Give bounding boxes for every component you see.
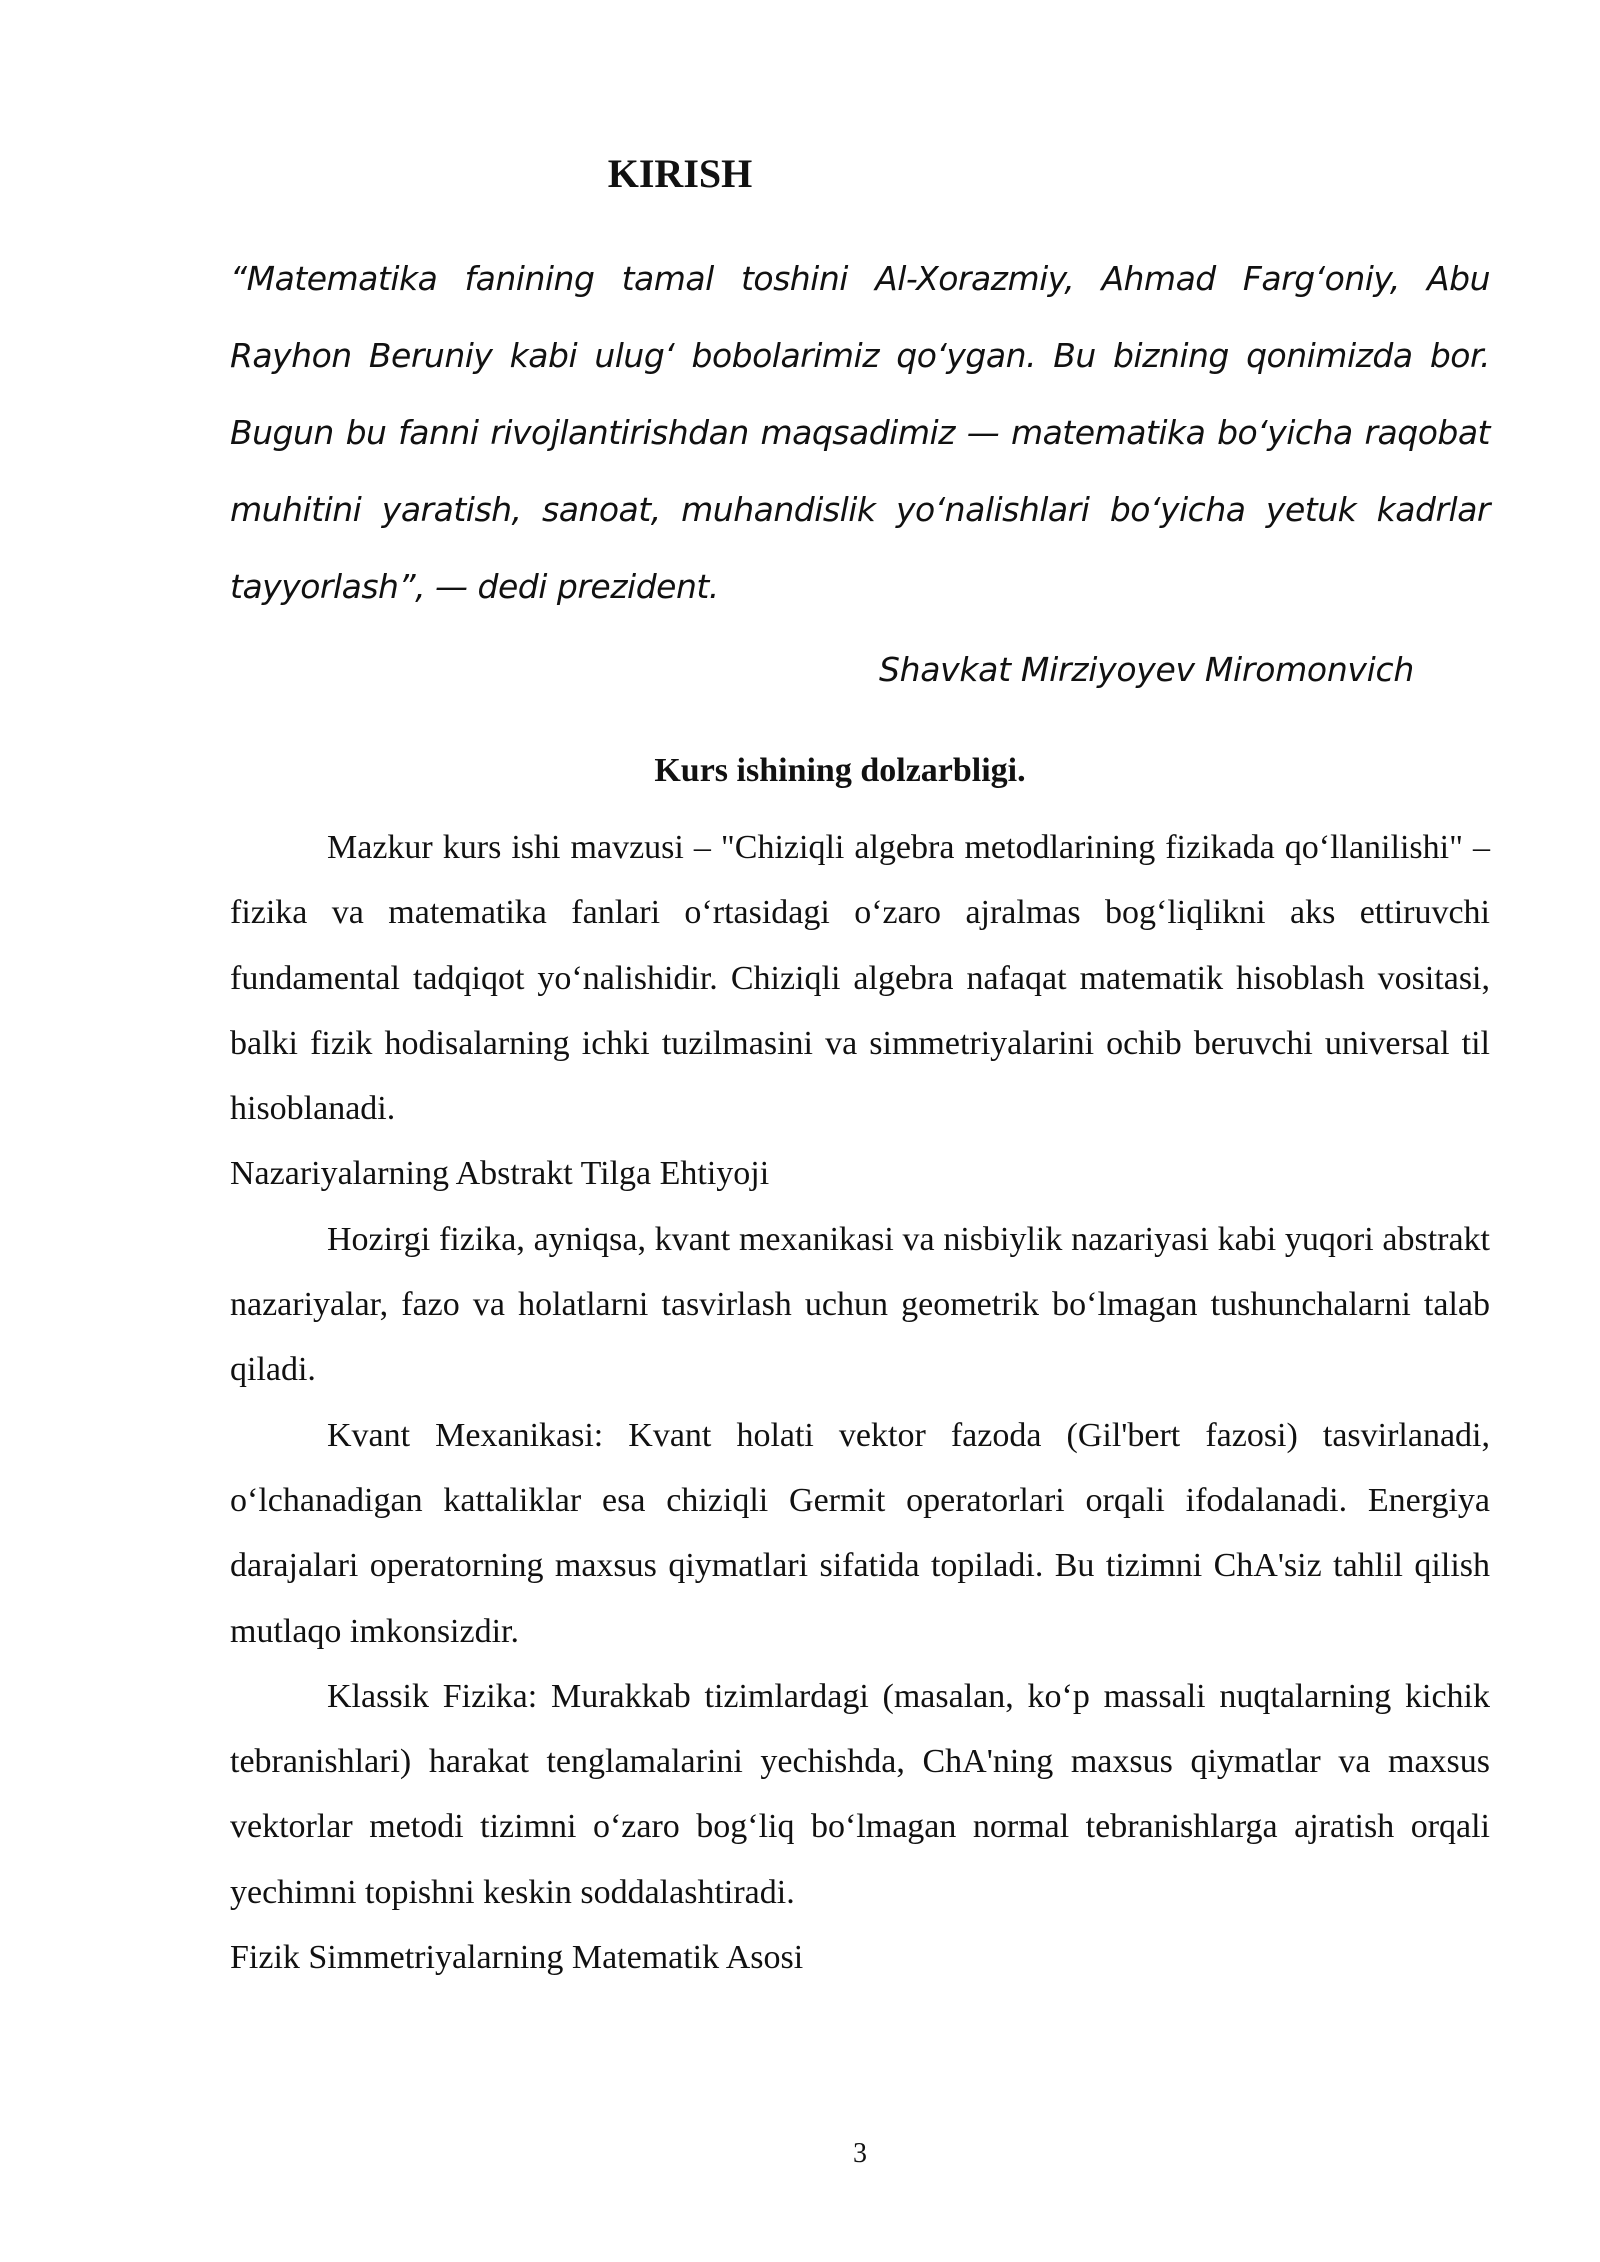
paragraph-relevance: Mazkur kurs ishi mavzusi – "Chiziqli algebra metodlarining fizikada qo‘llanilishi" – fizika va matematika fanlari o‘rtasidagi o‘zaro ajralmas bog‘liqlikni aks ettiruvchi fundamental tadqiqot yo‘nalishidir. Chiziqli algebra nafaqat matematik hisoblash vositasi, balki fizik hodisalarning ichki tuzilmasini va simmetriyalarini ochib beruvchi universal til hisoblanadi. xyxy=(230,829,1490,1128)
subheading-abstract-language: Nazariyalarning Abstrakt Tilga Ehtiyoji xyxy=(230,1155,770,1193)
section-title: Kurs ishining dolzarbligi. xyxy=(654,752,1026,789)
paragraph-modern-physics: Hozirgi fizika, ayniqsa, kvant mexanikasi va nisbiylik nazariyasi kabi yuqori abstrakt nazariyalar, fazo va holatlarni tasvirlash uchun geometrik bo‘lmagan tushunchalarni talab qiladi. xyxy=(230,1220,1490,1389)
epigraph-quote: “Matematika fanining tamal toshini Al-Xorazmiy, Ahmad Farg‘oniy, Abu Rayhon Beruniy kabi ulug‘ bobolarimiz qo‘ygan. Bu bizning qonimizda bor. Bugun bu fanni rivojlantirishdan maqsadimiz — matematika bo‘yicha raqobat muhitini yaratish, sanoat, muhandislik yo‘nalishlari bo‘yicha yetuk kadrlar tayyorlash”, — dedi prezident. xyxy=(230,259,1490,606)
page-title: KIRISH xyxy=(607,151,753,196)
body-text xyxy=(230,815,1490,1990)
page-number: 3 xyxy=(853,2138,867,2169)
paragraph-classical-physics: Klassik Fizika: Murakkab tizimlardagi (masalan, ko‘p massali nuqtalarning kichik tebranishlari) harakat tenglamalarini yechishda, ChA'ning maxsus qiymatlar va maxsus vektorlar metodi tizimni o‘zaro bog‘liq bo‘lmagan normal tebranishlarga ajratish orqali yechimni topishni keskin soddalashtiradi. xyxy=(230,1677,1490,1911)
quote-author: Shavkat Mirziyoyev Miromonvich xyxy=(878,650,1414,689)
paragraph-quantum-mechanics: Kvant Mexanikasi: Kvant holati vektor fazoda (Gil'bert fazosi) tasvirlanadi, o‘lchanadigan kattaliklar esa chiziqli Germit operatorlari orqali ifodalanadi. Energiya darajalari operatorning maxsus qiymatlari sifatida topiladi. Bu tizimni ChA'siz tahlil qilish mutlaqo imkonsizdir. xyxy=(230,1416,1490,1650)
subheading-symmetries: Fizik Simmetriyalarning Matematik Asosi xyxy=(230,1939,804,1977)
